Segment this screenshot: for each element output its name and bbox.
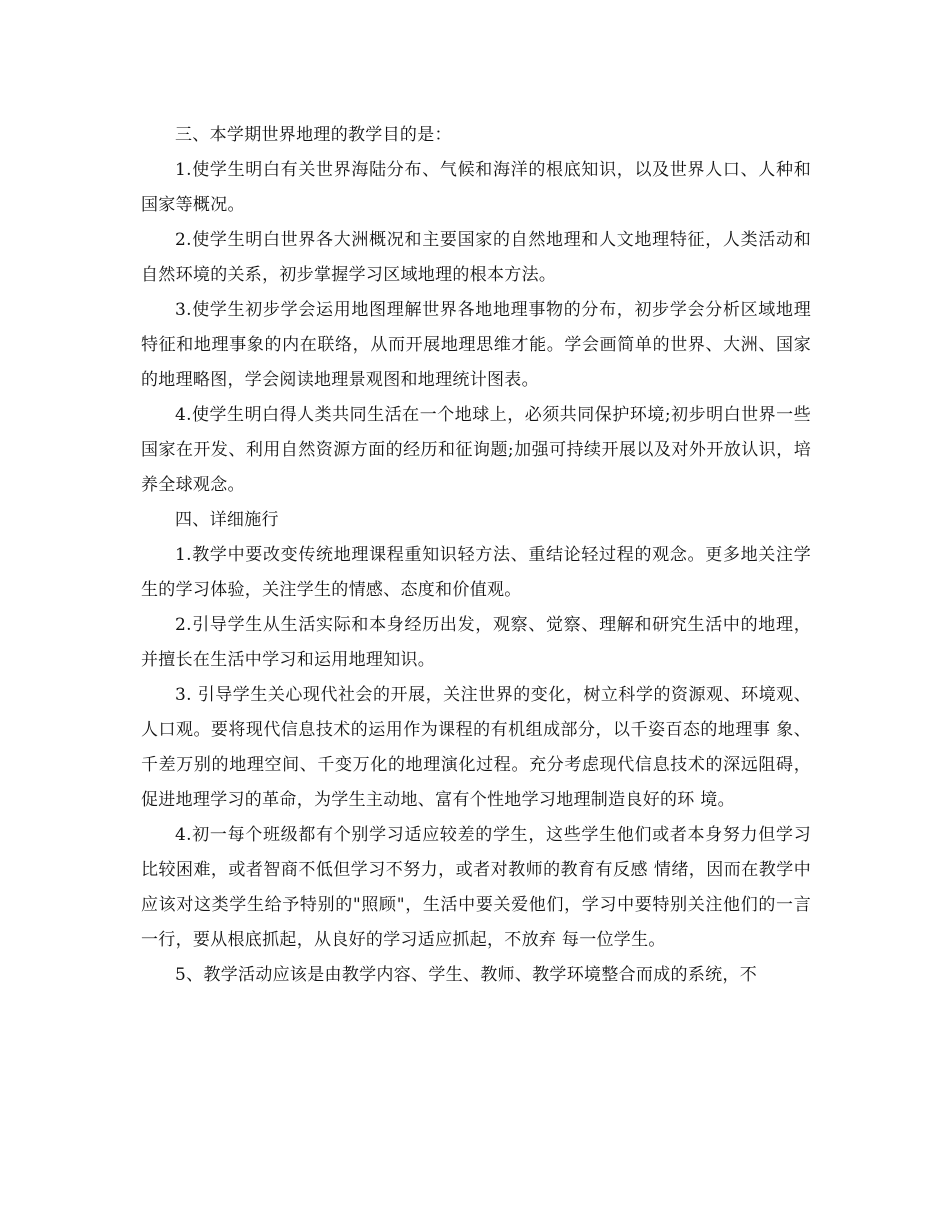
implementation-item-2: 2.引导学生从生活实际和本身经历出发，观察、觉察、理解和研究生活中的地理，并擅长在生活中学习和运用地理知识。 bbox=[141, 615, 811, 670]
goal-item-4: 4.使学生明白得人类共同生活在一个地球上，必须共同保护环境;初步明白世界一些国家在开发、利用自然资源方面的经历和征询题;加强可持续开展以及对外开放认识，培养全球观念。 bbox=[141, 405, 811, 495]
implementation-item-1: 1.教学中要改变传统地理课程重知识轻方法、重结论轻过程的观念。更多地关注学生的学习体验，关注学生的情感、态度和价值观。 bbox=[141, 545, 811, 600]
heading-implementation: 四、详细施行 bbox=[175, 510, 279, 530]
implementation-item-3: 3. 引导学生关心现代社会的开展，关注世界的变化，树立科学的资源观、环境观、人口观。要将现代信息技术的运用作为课程的有机组成部分，以千姿百态的地理事 象、千差万别的地理空间、千变万化的地理演化过程。充分考虑现代信息技术的深远阻碍，促进地理学习的革命，为学生主动地、富有个性地学习地理制造良好的环 境。 bbox=[141, 685, 811, 810]
implementation-item-4: 4.初一每个班级都有个别学习适应较差的学生，这些学生他们或者本身努力但学习比较困难，或者智商不低但学习不努力，或者对教师的教育有反感 情绪，因而在教学中应该对这类学生给予特别的"照顾"，生活中要关爱他们，学习中要特别关注他们的一言一行，要从根底抓起，从良好的学习适应抓起，不放弃 每一位学生。 bbox=[141, 825, 811, 950]
implementation-item-5: 5、教学活动应该是由教学内容、学生、教师、教学环境整合而成的系统，不 bbox=[175, 965, 758, 985]
goal-item-3: 3.使学生初步学会运用地图理解世界各地地理事物的分布，初步学会分析区域地理特征和地理事象的内在联络，从而开展地理思维才能。学会画简单的世界、大洲、国家的地理略图，学会阅读地理景观图和地理统计图表。 bbox=[141, 300, 811, 390]
goal-item-2: 2.使学生明白世界各大洲概况和主要国家的自然地理和人文地理特征，人类活动和自然环境的关系，初步掌握学习区域地理的根本方法。 bbox=[141, 230, 811, 285]
goal-item-1: 1.使学生明白有关世界海陆分布、气候和海洋的根底知识，以及世界人口、人种和国家等概况。 bbox=[141, 160, 811, 215]
document-body bbox=[141, 118, 811, 993]
heading-teaching-goals: 三、本学期世界地理的教学目的是： bbox=[175, 125, 452, 145]
